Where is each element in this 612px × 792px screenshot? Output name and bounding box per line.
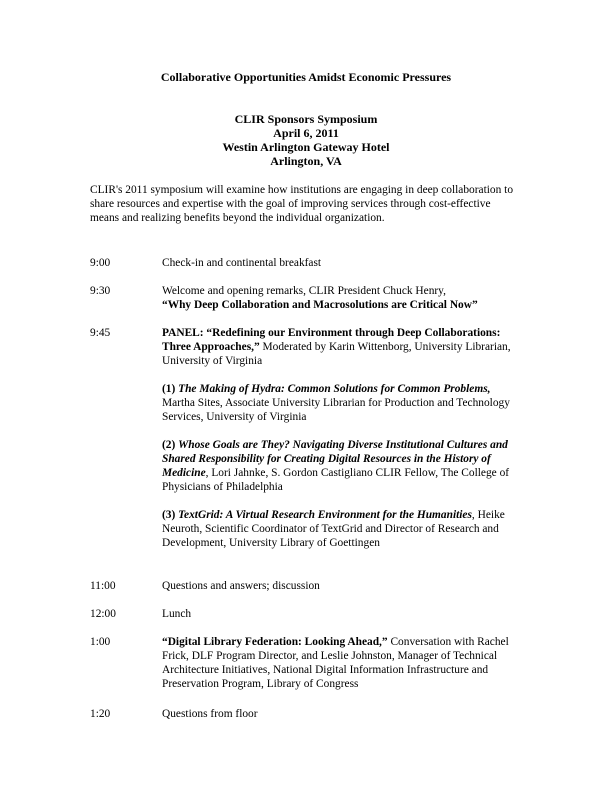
document-header bbox=[0, 70, 612, 168]
schedule-time: 11:00 bbox=[90, 580, 116, 592]
talk-number: (3) bbox=[162, 509, 179, 521]
event-name: CLIR Sponsors Symposium bbox=[234, 112, 378, 126]
panel-moderator: Moderated by Karin Wittenborg, University Librarian, University of Virginia bbox=[162, 341, 511, 367]
schedule-time: 9:00 bbox=[90, 257, 111, 269]
intro-paragraph: CLIR's 2011 symposium will examine how institutions are engaging in deep collaboration to share resources and expertise with the goal of improving services through cost-effective means and realizing benefits beyond the individual organization. bbox=[90, 184, 514, 224]
event-city: Arlington, VA bbox=[270, 154, 342, 168]
talk-speaker: Martha Sites, Associate University Librarian for Production and Technology Services, University of Virginia bbox=[162, 397, 510, 423]
schedule-time: 9:45 bbox=[90, 327, 111, 339]
panel-intro bbox=[162, 326, 522, 368]
talk-number: (1) bbox=[162, 383, 179, 395]
schedule-time: 9:30 bbox=[90, 285, 111, 297]
talk-speaker: , Heike Neuroth, Scientific Coordinator of TextGrid and Director of Research and Development, University Library of Goettingen bbox=[162, 509, 505, 549]
schedule-description: Lunch bbox=[162, 608, 192, 620]
schedule-time: 1:20 bbox=[90, 708, 111, 720]
schedule-description: Questions from floor bbox=[162, 708, 258, 720]
document-title: Collaborative Opportunities Amidst Economic Pressures bbox=[160, 70, 452, 84]
talk-number: (2) bbox=[162, 439, 179, 451]
schedule-description: Welcome and opening remarks, CLIR President Chuck Henry, bbox=[162, 285, 446, 297]
talk-title: The Making of Hydra: Common Solutions for Common Problems, bbox=[178, 383, 491, 395]
talk-title: Whose Goals are They? Navigating Diverse Institutional Cultures and Shared Responsibility for Creating Digital Resources in the History of Medicine bbox=[162, 439, 508, 479]
schedule-time: 1:00 bbox=[90, 636, 111, 648]
talk-title: TextGrid: A Virtual Research Environment for the Humanities bbox=[178, 509, 472, 521]
event-venue: Westin Arlington Gateway Hotel bbox=[222, 140, 390, 154]
talk-title: “Why Deep Collaboration and Macrosolutions are Critical Now” bbox=[162, 299, 478, 311]
schedule-time: 12:00 bbox=[90, 608, 116, 620]
schedule-description: Check-in and continental breakfast bbox=[162, 257, 322, 269]
event-date: April 6, 2011 bbox=[273, 126, 339, 140]
panel-title: PANEL: “Redefining our Environment through Deep Collaborations: Three Approaches,” bbox=[162, 327, 501, 353]
session-description: Conversation with Rachel Frick, DLF Program Director, and Leslie Johnston, Manager of Technical Architecture Initiatives, National Digital Information Infrastructure and Preservation Program, Library of Congress bbox=[162, 636, 509, 690]
talk-speaker: , Lori Jahnke, S. Gordon Castigliano CLIR Fellow, The College of Physicians of Philadelphia bbox=[162, 467, 510, 493]
schedule-description: Questions and answers; discussion bbox=[162, 580, 320, 592]
session-title: “Digital Library Federation: Looking Ahead,” bbox=[162, 636, 388, 648]
